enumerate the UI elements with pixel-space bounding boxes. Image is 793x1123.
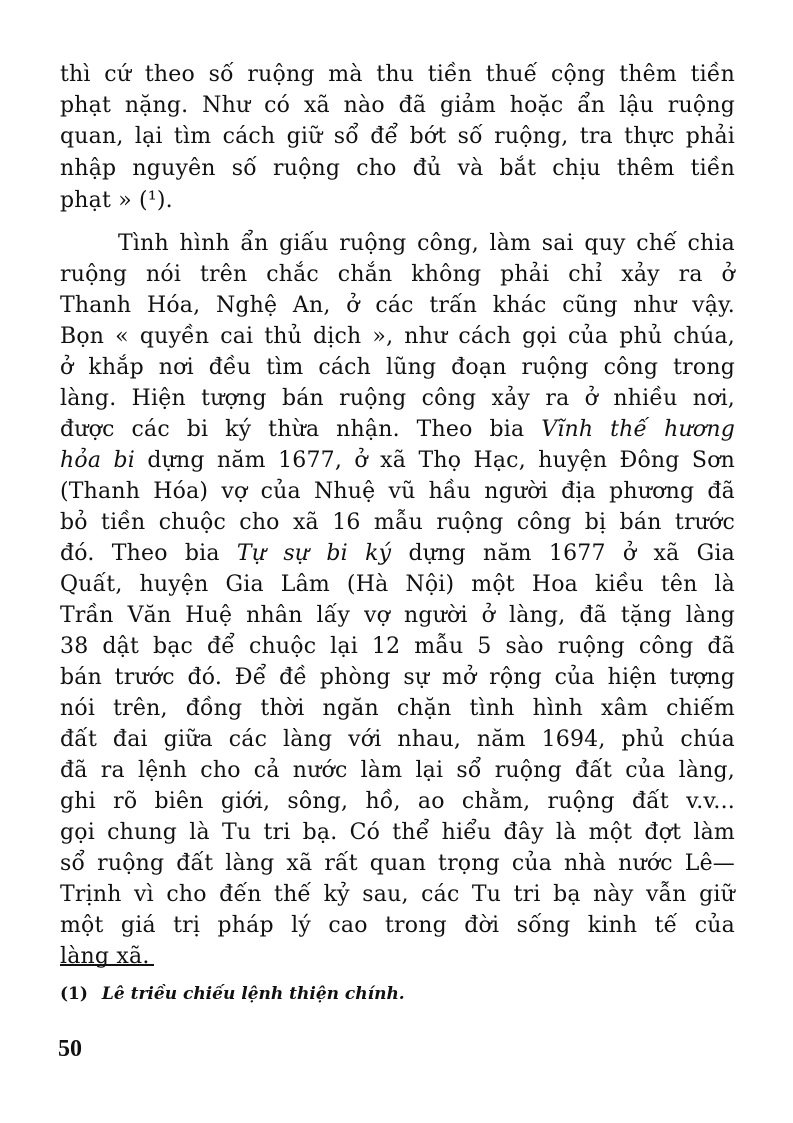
text-line: ghi rõ biên giới, sông, hồ, ao chằm, ruộng đất v.v... xyxy=(60,789,735,814)
text-line: một giá trị pháp lý cao trong đời sống kinh tế của xyxy=(60,913,735,938)
text-line: nhập nguyên số ruộng cho đủ và bắt chịu thêm tiền xyxy=(60,156,735,181)
text-line: ở khắp nơi đều tìm cách lũng đoạn ruộng công trong xyxy=(60,355,735,380)
footnote-divider xyxy=(60,964,154,966)
text-line: đã ra lệnh cho cả nước làm lại sổ ruộng đất của làng, xyxy=(60,758,735,783)
italic-title: hỏa bi xyxy=(60,448,135,473)
text-line: Thanh Hóa, Nghệ An, ở các trấn khác cũng như vậy. xyxy=(60,293,735,318)
text-line: phạt nặng. Như có xã nào đã giảm hoặc ẩn lậu ruộng xyxy=(60,93,735,118)
text-segment: dựng năm 1677 ở xã Gia xyxy=(391,541,735,566)
text-line: Quất, huyện Gia Lâm (Hà Nội) một Hoa kiều tên là xyxy=(60,572,735,597)
text-line xyxy=(60,446,735,476)
footnote xyxy=(60,982,405,1006)
text-line: nói trên, đồng thời ngăn chặn tình hình xâm chiếm xyxy=(60,696,735,721)
text-line: làng xã. xyxy=(60,944,150,969)
text-line: bán trước đó. Để đề phòng sự mở rộng của hiện tượng xyxy=(60,665,735,690)
text-line: thì cứ theo số ruộng mà thu tiền thuế cộng thêm tiền xyxy=(60,62,735,87)
text-line: gọi chung là Tu tri bạ. Có thể hiểu đây là một đợt làm xyxy=(60,820,735,845)
italic-title: Tự sự bi ký xyxy=(236,541,392,566)
text-line: Trịnh vì cho đến thế kỷ sau, các Tu tri bạ này vẫn giữ xyxy=(60,882,735,907)
text-line: ruộng nói trên chắc chắn không phải chỉ xảy ra ở xyxy=(60,262,735,287)
page-number: 50 xyxy=(58,1036,82,1062)
text-line: 38 dật bạc để chuộc lại 12 mẫu 5 sào ruộng công đã xyxy=(60,634,735,659)
text-line: Bọn « quyền cai thủ dịch », như cách gọi của phủ chúa, xyxy=(60,324,735,349)
text-segment: đó. Theo bia xyxy=(60,541,220,566)
text-line xyxy=(60,539,735,569)
text-line: Trần Văn Huệ nhân lấy vợ người ở làng, đã tặng làng xyxy=(60,603,735,628)
paragraph-start-line: Tình hình ẩn giấu ruộng công, làm sai quy chế chia xyxy=(118,231,735,256)
footnote-marker: (1) xyxy=(60,984,88,1004)
text-line: bỏ tiền chuộc cho xã 16 mẫu ruộng công bị bán trước xyxy=(60,510,735,535)
text-line: làng. Hiện tượng bán ruộng công xảy ra ở nhiều nơi, xyxy=(60,386,735,411)
text-line: phạt » (¹). xyxy=(60,188,173,213)
text-segment: dựng năm 1677, ở xã Thọ Hạc, huyện Đông Sơn xyxy=(135,448,736,473)
text-line: đất đai giữa các làng với nhau, năm 1694, phủ chúa xyxy=(60,727,735,752)
text-line: quan, lại tìm cách giữ sổ để bớt số ruộng, tra thực phải xyxy=(60,124,735,149)
footnote-text: Lê triều chiếu lệnh thiện chính. xyxy=(101,984,405,1004)
text-line: (Thanh Hóa) vợ của Nhuệ vũ hầu người địa phương đã xyxy=(60,479,735,504)
text-line: sổ ruộng đất làng xã rất quan trọng của nhà nước Lê— xyxy=(60,851,735,876)
text-line xyxy=(60,415,735,445)
italic-title: Vĩnh thế hương xyxy=(541,417,735,442)
text-segment: được các bi ký thừa nhận. Theo bia xyxy=(60,417,525,442)
